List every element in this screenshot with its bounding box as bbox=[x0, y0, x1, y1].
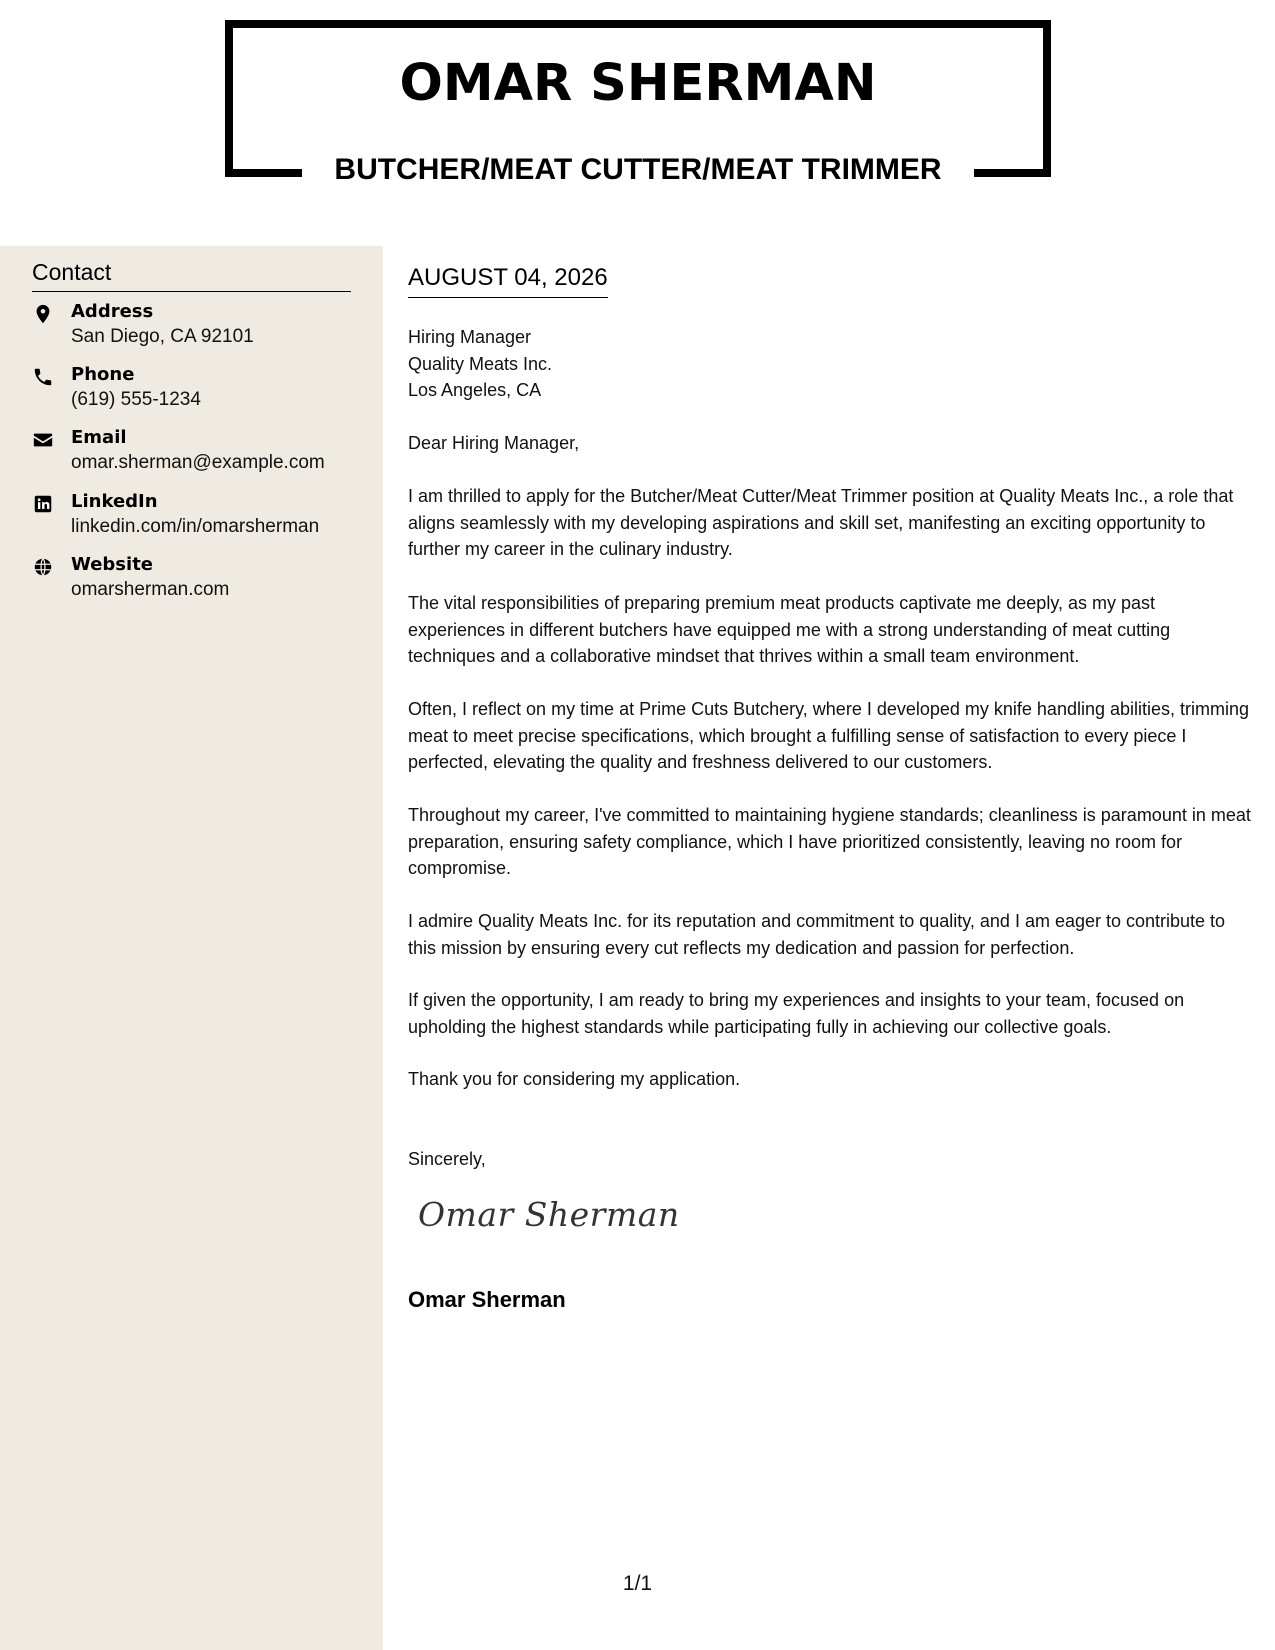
paragraph: If given the opportunity, I am ready to bring my experiences and insights to your team, focused on upholding the highest standards while participating fully in achieving our collective goals. bbox=[408, 990, 1185, 1037]
linkedin-icon bbox=[32, 493, 54, 515]
contact-heading: Contact bbox=[32, 260, 351, 292]
phone-icon bbox=[32, 366, 54, 388]
applicant-name: OMAR SHERMAN bbox=[399, 54, 877, 113]
globe-icon bbox=[32, 556, 54, 578]
greeting: Dear Hiring Manager, bbox=[408, 433, 580, 453]
recipient-line: Quality Meats Inc. bbox=[408, 353, 553, 374]
paragraph: The vital responsibilities of preparing premium meat products captivate me deeply, as my past experiences in different butchers have equipped me with a strong understanding of meat cutting techniques and a collaborative mindset that thrives within a small team environment. bbox=[408, 593, 1171, 666]
contact-value: linkedin.com/in/omarsherman bbox=[71, 516, 320, 537]
contact-value: (619) 555-1234 bbox=[71, 389, 201, 410]
signature: Omar Sherman bbox=[418, 1195, 680, 1234]
page-number: 1/1 bbox=[622, 1572, 653, 1595]
paragraph: Often, I reflect on my time at Prime Cuts Butchery, where I developed my knife handling abilities, trimming meat to meet precise specifications, which brought a fulfilling sense of satisfaction to every piece I perfected, elevating the quality and freshness delivered to our customers. bbox=[408, 699, 1250, 772]
paragraph: Throughout my career, I've committed to maintaining hygiene standards; cleanliness is paramount in meat preparation, ensuring safety compliance, which I have prioritized consistently, leaving no room for compromise. bbox=[408, 805, 1251, 878]
paragraph: I admire Quality Meats Inc. for its reputation and commitment to quality, and I am eager to contribute to this mission by ensuring every cut reflects my dedication and passion for perfection. bbox=[408, 911, 1226, 958]
contact-label: Email bbox=[71, 427, 127, 448]
recipient-line: Los Angeles, CA bbox=[408, 380, 542, 400]
paragraph: Thank you for considering my application. bbox=[408, 1069, 741, 1089]
closing: Sincerely, bbox=[408, 1149, 486, 1169]
signer-name: Omar Sherman bbox=[408, 1287, 566, 1312]
paragraph: I am thrilled to apply for the Butcher/Meat Cutter/Meat Trimmer position at Quality Meats Inc., a role that aligns seamlessly with my developing aspirations and skill set, manifesting an exciting opportunity to further my career in the culinary industry. bbox=[408, 486, 1234, 559]
contact-label: Website bbox=[71, 554, 154, 575]
map-pin-icon bbox=[32, 303, 54, 325]
recipient-line: Hiring Manager bbox=[408, 327, 532, 347]
job-title: BUTCHER/MEAT CUTTER/MEAT TRIMMER bbox=[334, 153, 942, 186]
contact-value: omar.sherman@example.com bbox=[71, 452, 325, 473]
recipient-block bbox=[408, 324, 552, 404]
letter-date: AUGUST 04, 2026 bbox=[408, 265, 608, 298]
envelope-icon bbox=[32, 429, 54, 451]
contact-sidebar bbox=[0, 246, 383, 1650]
contact-label: Address bbox=[71, 301, 154, 322]
contact-value: omarsherman.com bbox=[71, 579, 230, 600]
contact-label: Phone bbox=[71, 364, 135, 385]
contact-value: San Diego, CA 92101 bbox=[71, 326, 254, 347]
contact-label: LinkedIn bbox=[71, 491, 158, 512]
